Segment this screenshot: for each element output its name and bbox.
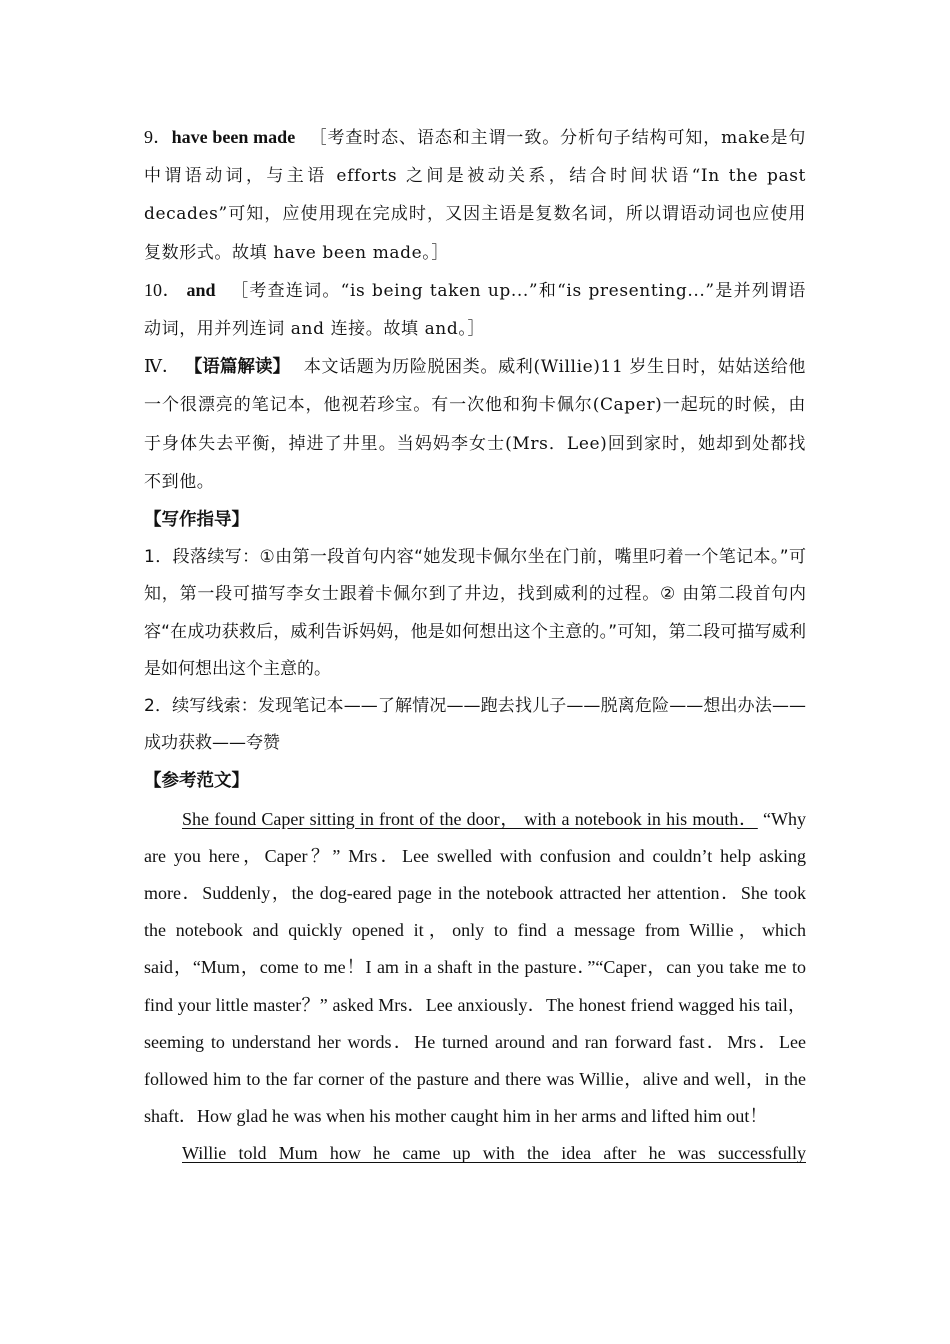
sample-essay-heading (144, 762, 806, 800)
part-number: Ⅳ． (144, 356, 181, 377)
answer-item-9 (144, 119, 806, 272)
sample-paragraph-2 (144, 1135, 806, 1172)
interpretation-text: 本文话题为历险脱困类。威利(Willie)11 岁生日时，姑姑送给他一个很漂亮的笔记本，他视若珍宝。有一次他和狗卡佩尔(Caper)一起玩的时候，由于身体失去平衡，掉进了井里。当妈妈李女士(Mrs．Lee)回到家时，她却到处都找不到他。 (144, 357, 807, 492)
section-heading: 【写作指导】 (144, 510, 249, 531)
section-heading: 【参考范文】 (144, 771, 249, 792)
writing-guide-point-1: 1．段落续写：①由第一段首句内容“她发现卡佩尔坐在门前，嘴里叼着一个笔记本。”可知，第一段可描写李女士跟着卡佩尔到了井边，找到威利的过程。② 由第二段首句内容“在成功获救后，威利告诉妈妈，他是如何想出这个主意的。”可知，第二段可描写威利是如何想出这个主意的。 (144, 547, 806, 679)
given-first-sentence: She found Caper sitting in front of the door， with a notebook in his mouth． (182, 808, 758, 829)
paragraph-body: “Why are you here，Caper？” Mrs．Lee swelled with confusion and couldn’t help asking more．Suddenly，the dog-eared page in the notebook attracted her attention．She took the notebook and quickly opened it，only to find a message from Willie，which said，“Mum，come to me！I am in a shaft in the pasture．”“Caper，can you take me to find your little master？” asked Mrs．Lee anxiously．The honest friend wagged his tail，seeming to understand her words．He turned around and ran forward fast．Mrs．Lee followed him to the far corner of the pasture and there was Willie，alive and well，in the shaft．How glad he was when his mother caught him in her arms and lifted him out！ (144, 808, 806, 1127)
writing-guide-point-2: 2．续写线索：发现笔记本——了解情况——跑去找儿子——脱离危险——想出办法——成功获救——夸赞 (144, 696, 806, 754)
explanation-text: ［考查时态、语态和主谓一致。分析句子结构可知，make是句中谓语动词，与主语 efforts 之间是被动关系，结合时间状语“In the past decades”可知，应使用现在完成时，又因主语是复数名词，所以谓语动词也应使用复数形式。故填 have been made。］ (144, 128, 806, 263)
explanation-text: ［考查连词。“is being taken up...”和“is presenting...”是并列谓语动词，用并列连词 and 连接。故填 and。］ (144, 280, 807, 340)
document-page (144, 119, 806, 1173)
item-number: 10． (144, 279, 182, 300)
given-first-sentence: Willie told Mum how he came up with the idea after he was successfully (182, 1143, 806, 1164)
answer-text: have been made (171, 127, 296, 147)
sample-paragraph-1 (144, 801, 806, 1136)
passage-interpretation (144, 348, 806, 501)
answer-text: and (186, 279, 216, 300)
writing-guide-heading (144, 501, 806, 539)
item-number: 9． (144, 127, 172, 147)
answer-item-10 (144, 272, 806, 348)
section-tag: 【语篇解读】 (184, 357, 291, 378)
